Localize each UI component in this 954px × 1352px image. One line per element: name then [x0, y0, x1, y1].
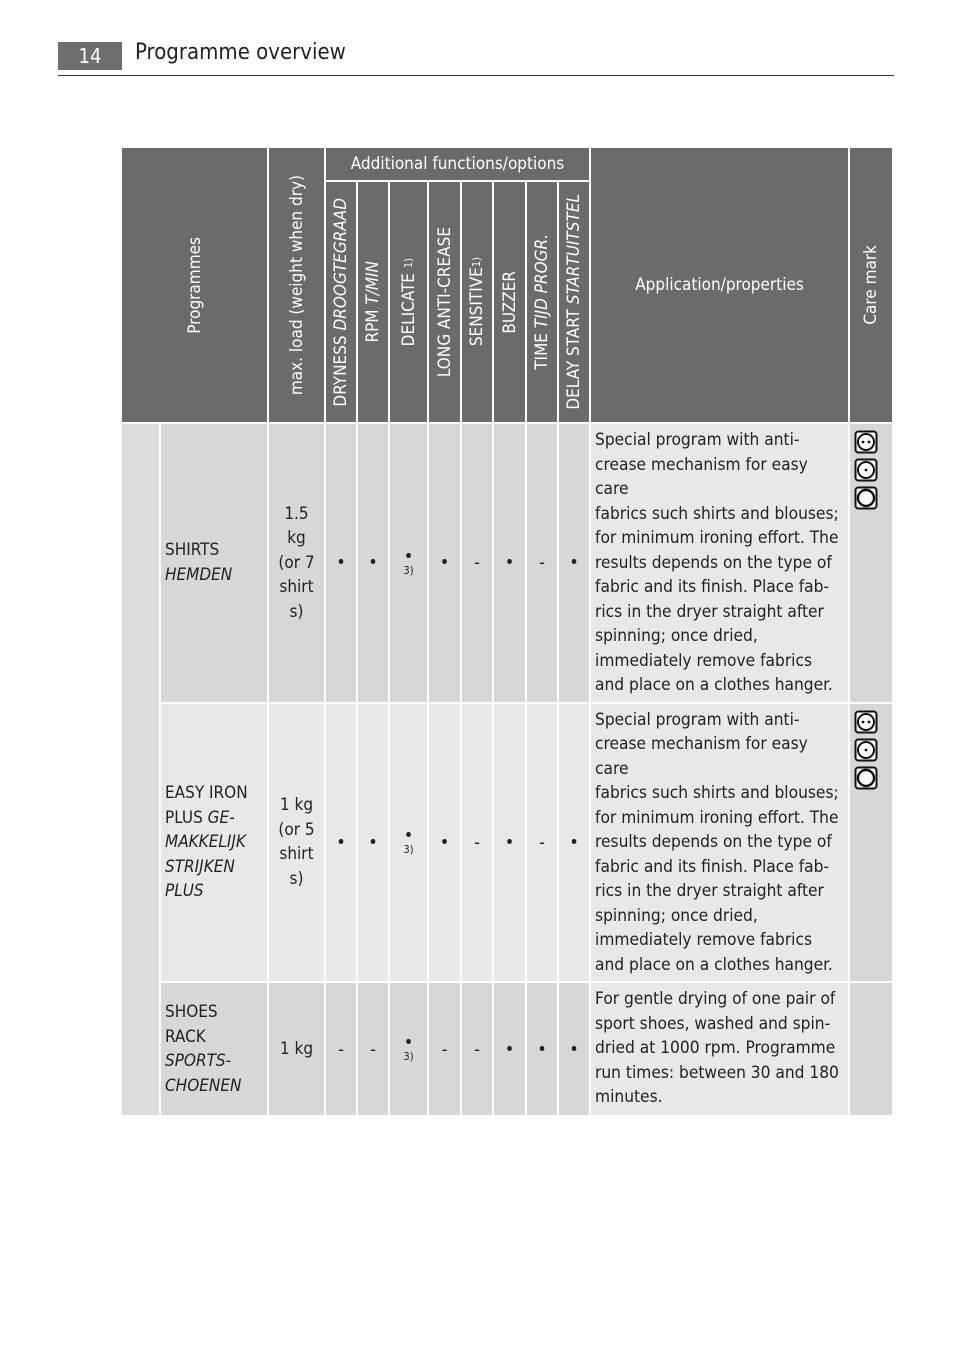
- max-load: [269, 983, 326, 1117]
- header-option-delay-start: [559, 182, 591, 424]
- opt-italic: STARTUITSTEL: [564, 194, 585, 305]
- load-line: (or 5: [278, 819, 315, 840]
- footnote: 3): [403, 563, 414, 577]
- programme-name-italic: SPORTS-: [165, 1051, 232, 1071]
- opt-italic: DROOGTEGRAAD: [331, 197, 351, 331]
- programme-name-plain: SHIRTS: [165, 540, 220, 561]
- opt-plain: LONG ANTI-CREASE: [434, 226, 455, 378]
- opt-plain: SENSITIVE: [467, 267, 487, 347]
- footnote: 3): [403, 1050, 414, 1063]
- option-delicate: [390, 983, 429, 1117]
- tumble-dry-low-icon: [854, 430, 892, 454]
- app-line: Special program with anti-: [595, 709, 800, 730]
- load-line: shirt: [279, 577, 314, 597]
- programme-name: [161, 983, 269, 1117]
- header-max-load-label: max. load (weight when dry): [286, 174, 307, 396]
- header-option-buzzer: [494, 182, 527, 424]
- app-line: and place on a clothes hanger.: [595, 675, 833, 695]
- programme-name-italic: GE-: [207, 807, 235, 828]
- app-line: for minimum ironing effort. The: [595, 807, 839, 828]
- opt-plain: DELAY START: [564, 304, 585, 410]
- option-delicate: [390, 424, 429, 704]
- option-time: •: [527, 983, 559, 1117]
- opt-italic: TIJD PROGR.: [532, 234, 552, 329]
- programme-name-italic: STRIJKEN: [165, 856, 235, 877]
- app-line: fabric and its finish. Place fab-: [595, 577, 830, 597]
- table-row: [122, 983, 894, 1117]
- option-delay-start: •: [559, 983, 591, 1117]
- header-option-rpm: [358, 182, 390, 424]
- table-row: [122, 424, 894, 704]
- option-buzzer: •: [494, 424, 527, 704]
- header-max-load: [269, 148, 326, 424]
- header-programmes: [122, 148, 269, 424]
- page-title: Programme overview: [135, 40, 346, 65]
- app-line: rics in the dryer straight after: [595, 881, 824, 901]
- app-line: and place on a clothes hanger.: [595, 954, 833, 975]
- tumble-dry-normal-icon: [854, 458, 892, 482]
- load-line: s): [289, 601, 304, 622]
- app-line: crease mechanism for easy care: [595, 734, 808, 779]
- application-text: [591, 704, 850, 984]
- programme-name-italic: MAKKELIJK: [165, 832, 246, 852]
- programme-name-line: SHOES: [165, 1002, 218, 1022]
- option-dryness: •: [326, 704, 358, 984]
- footnote: 3): [403, 843, 414, 857]
- header-option-sensitive: [462, 182, 494, 424]
- programme-name-line: EASY IRON: [165, 783, 248, 803]
- opt-sup: 1): [401, 257, 415, 268]
- table-row: [122, 704, 894, 984]
- opt-plain: BUZZER: [499, 270, 520, 334]
- app-line: fabric and its finish. Place fab-: [595, 856, 830, 877]
- header-care-mark: [850, 148, 894, 424]
- app-line: minutes.: [595, 1087, 663, 1107]
- app-line: fabrics such shirts and blouses;: [595, 503, 839, 524]
- load-line: s): [289, 868, 304, 889]
- option-delay-start: •: [559, 424, 591, 704]
- tumble-dry-icon: [854, 766, 892, 790]
- option-rpm: •: [358, 424, 390, 704]
- option-dryness: -: [326, 983, 358, 1117]
- programme-table: [122, 148, 894, 1117]
- option-sensitive: -: [462, 424, 494, 704]
- header-care-mark-label: Care mark: [861, 245, 882, 325]
- care-mark: [850, 424, 894, 704]
- app-line: For gentle drying of one pair of: [595, 989, 836, 1009]
- programme-name-italic: PLUS: [165, 881, 204, 901]
- option-delicate: [390, 704, 429, 984]
- header-option-time: [527, 182, 559, 424]
- app-line: immediately remove fabrics: [595, 650, 813, 671]
- app-line: Special program with anti-: [595, 430, 800, 450]
- option-long-anti-crease: •: [429, 424, 462, 704]
- max-load: [269, 704, 326, 984]
- max-load: [269, 424, 326, 704]
- programme-name-italic: HEMDEN: [165, 564, 233, 585]
- option-sensitive: -: [462, 983, 494, 1117]
- app-line: results depends on the type of: [595, 552, 832, 573]
- load-line: (or 7: [278, 552, 315, 573]
- programme-name: [161, 704, 269, 984]
- app-line: rics in the dryer straight after: [595, 601, 824, 622]
- header-application: Application/properties: [591, 148, 850, 424]
- app-line: results depends on the type of: [595, 832, 832, 852]
- app-line: fabrics such shirts and blouses;: [595, 783, 839, 803]
- load-line: 1.5: [284, 503, 309, 524]
- page-number: 14: [58, 42, 122, 70]
- header-option-delicate: [390, 182, 429, 424]
- opt-mark: •: [403, 825, 414, 847]
- app-line: immediately remove fabrics: [595, 930, 813, 950]
- application-text: [591, 983, 850, 1117]
- header-additional-functions: Additional functions/options: [326, 148, 591, 182]
- opt-italic: T/MIN: [363, 261, 383, 305]
- option-buzzer: •: [494, 983, 527, 1117]
- care-mark: [850, 704, 894, 984]
- option-dryness: •: [326, 424, 358, 704]
- opt-plain: DELICATE: [398, 268, 419, 347]
- app-line: dried at 1000 rpm. Programme: [595, 1038, 836, 1058]
- opt-plain: RPM: [363, 304, 383, 343]
- header-option-long-anti-crease: [429, 182, 462, 424]
- app-line: for minimum ironing effort. The: [595, 528, 839, 548]
- load-line: 1 kg: [279, 1038, 314, 1059]
- app-line: crease mechanism for easy care: [595, 454, 808, 499]
- option-long-anti-crease: -: [429, 983, 462, 1117]
- tumble-dry-normal-icon: [854, 738, 892, 762]
- header-programmes-label: Programmes: [184, 236, 205, 334]
- load-line: kg: [287, 528, 306, 548]
- option-time: -: [527, 704, 559, 984]
- app-line: sport shoes, washed and spin-: [595, 1013, 831, 1034]
- option-long-anti-crease: •: [429, 704, 462, 984]
- opt-sup: 1): [470, 257, 483, 268]
- option-buzzer: •: [494, 704, 527, 984]
- programme-name: [161, 424, 269, 704]
- care-mark: [850, 983, 894, 1117]
- opt-mark: •: [403, 545, 414, 567]
- app-line: spinning; once dried,: [595, 626, 758, 646]
- opt-plain: DRYNESS: [331, 330, 351, 407]
- app-line: spinning; once dried,: [595, 905, 758, 926]
- application-text: [591, 424, 850, 704]
- load-line: 1 kg: [279, 795, 314, 816]
- load-line: shirt: [279, 844, 314, 865]
- header-option-dryness: [326, 182, 358, 424]
- option-sensitive: -: [462, 704, 494, 984]
- option-rpm: •: [358, 704, 390, 984]
- option-time: -: [527, 424, 559, 704]
- opt-plain: TIME: [532, 328, 552, 370]
- tumble-dry-low-icon: [854, 710, 892, 734]
- option-rpm: -: [358, 983, 390, 1117]
- programme-name-line: PLUS: [165, 807, 203, 828]
- programme-name-italic: CHOENEN: [165, 1075, 242, 1096]
- group-cell: [122, 424, 161, 1117]
- opt-mark: •: [403, 1032, 414, 1053]
- option-delay-start: •: [559, 704, 591, 984]
- tumble-dry-icon: [854, 486, 892, 510]
- programme-name-line: RACK: [165, 1026, 206, 1047]
- app-line: run times: between 30 and 180: [595, 1062, 839, 1083]
- header-rule: [58, 75, 894, 76]
